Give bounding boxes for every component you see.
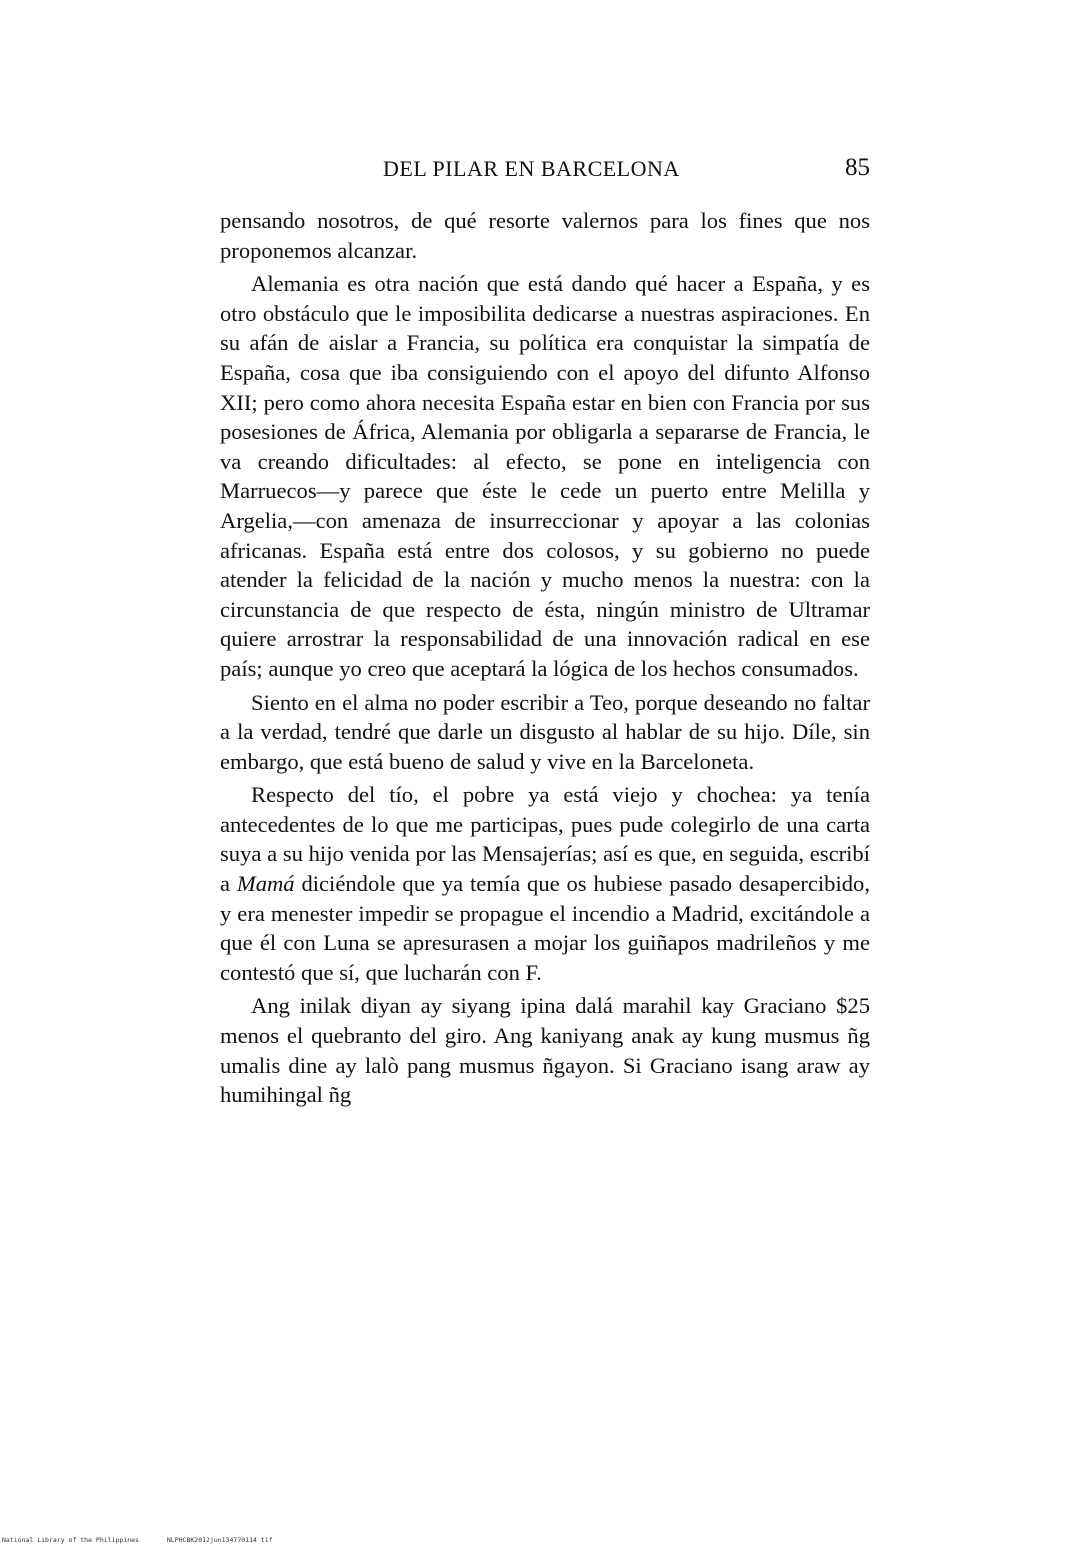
paragraph-4-text-b: diciéndole que ya temía que os hubiese pasado desapercibido, y era menester impedir se propague el incendio a Madrid, excitándole a que él con Luna se apresurasen a mojar los guiñapos madrileños y me contestó que sí, que lucharán con F. [220, 871, 870, 985]
footer-scan-id: NLPHCBK2012jun134770114 tif [166, 1536, 273, 1544]
paragraph-4-text-a: Respecto del tío, el pobre ya está viejo y chochea: ya tenía antecedentes de lo que me participas, pues pude colegirlo de una carta suya a su hijo venida por las Mensajerías; así es que, en seguida, escribí a [220, 782, 870, 897]
running-head [220, 156, 872, 192]
running-title: DEL PILAR EN BARCELONA [383, 156, 680, 181]
paragraph-3: Siento en el alma no poder escribir a Teo, porque deseando no faltar a la verdad, tendré que darle un disgusto al hablar de su hijo. Díle, sin embargo, que está bueno de salud y vive en la Barceloneta. [220, 689, 870, 774]
body-text [220, 206, 870, 1114]
scan-footer [2, 1536, 273, 1544]
paragraph-4-italic: Mamá [236, 871, 295, 897]
paragraph-1: pensando nosotros, de qué resorte valernos para los fines que nos proponemos alcanzar. [220, 208, 870, 263]
paragraph-2: Alemania es otra nación que está dando qué hacer a España, y es otro obstáculo que le imposibilita dedicarse a nuestras aspiraciones. En su afán de aislar a Francia, su política era conquistar la simpatía de España, cosa que iba consiguiendo con el apoyo del difunto Alfonso XII; pero como ahora necesita España estar en bien con Francia por sus posesiones de África, Alemania por obligarla a separarse de Francia, le va creando dificultades: al efecto, se pone en inteligencia con Marruecos—y parece que éste le cede un puerto entre Melilla y Argelia,—con amenaza de insurreccionar y apoyar a las colonias africanas. España está entre dos colosos, y su gobierno no puede atender la felicidad de la nación y mucho menos la nuestra: con la circunstancia de que respecto de ésta, ningún ministro de Ultramar quiere arrostrar la responsabilidad de una innovación radical en ese país; aunque yo creo que aceptará la lógica de los hechos consumados. [220, 271, 870, 681]
paragraph-4 [220, 780, 870, 987]
paragraph-5: Ang inilak diyan ay siyang ipina dalá marahil kay Graciano $25 menos el quebranto del giro. Ang kaniyang anak ay kung musmus ñg umalis dine ay lalò pang musmus ñgayon. Si Graciano isang araw ay humihingal ñg [220, 993, 870, 1108]
footer-library: National Library of the Philippines [2, 1536, 139, 1544]
page-number: 85 [845, 154, 870, 181]
